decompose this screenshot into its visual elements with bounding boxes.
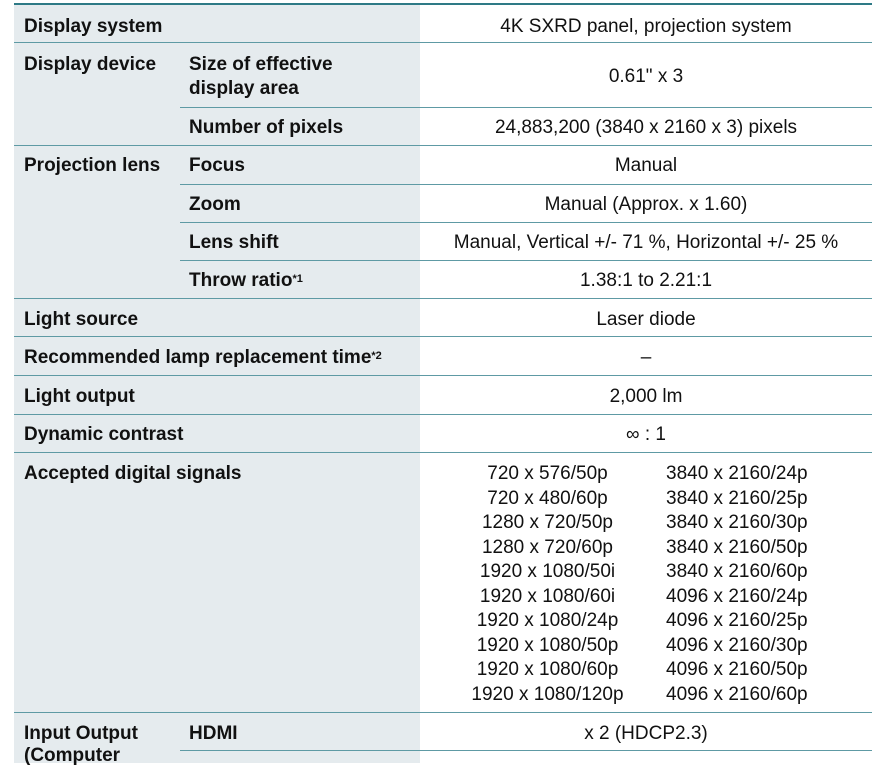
- hdmi-value: x 2 (HDCP2.3): [584, 723, 708, 744]
- signal-format-item: 4096 x 2160/24p: [666, 585, 808, 607]
- light-output-label: Light output: [24, 386, 135, 407]
- input-output-label-line2: (Computer: [24, 745, 121, 766]
- signals-left-column: [460, 462, 635, 707]
- row-divider: [14, 452, 872, 453]
- signal-format-item: 1280 x 720/50p: [481, 512, 613, 533]
- signal-format-item: 1280 x 720/60p: [481, 536, 613, 558]
- signal-format-item: 3840 x 2160/60p: [666, 561, 808, 582]
- row-divider: [14, 298, 872, 299]
- signal-format-item: 1920 x 1080/60p: [476, 659, 619, 680]
- signal-format-item: 3840 x 2160/50p: [666, 536, 808, 558]
- hdmi-label: HDMI: [189, 723, 238, 744]
- pixels-label: Number of pixels: [189, 117, 344, 138]
- sub-row-divider: [180, 184, 872, 185]
- row-divider: [14, 336, 872, 337]
- digital-signals-label: Accepted digital signals: [24, 463, 242, 484]
- light-source-value: Laser diode: [596, 309, 696, 330]
- signal-format-item: 1920 x 1080/50p: [476, 634, 619, 656]
- signal-format-item: 3840 x 2160/25p: [666, 487, 808, 509]
- sub-row-divider: [180, 222, 872, 223]
- throw-ratio-value: 1.38:1 to 2.21:1: [579, 270, 713, 291]
- sub-row-divider: [180, 260, 872, 261]
- sub-row-divider: [180, 107, 872, 108]
- signal-format-item: 3840 x 2160/30p: [666, 512, 808, 533]
- dynamic-contrast-label: Dynamic contrast: [24, 424, 184, 445]
- effective-area-label-line1: Size of effective: [189, 54, 333, 75]
- light-source-label: Light source: [24, 309, 139, 330]
- display-device-label: Display device: [24, 54, 157, 75]
- signal-format-item: 4096 x 2160/50p: [666, 659, 808, 680]
- digital-signals-list: [420, 462, 872, 712]
- row-divider: [14, 375, 872, 376]
- lamp-replacement-footnote: *2: [371, 350, 382, 362]
- throw-ratio-label: [189, 269, 303, 293]
- label-bg-digital-signals: [14, 453, 420, 712]
- display-system-label: Display system: [24, 16, 163, 37]
- signal-format-item: 1920 x 1080/120p: [471, 683, 624, 705]
- light-output-value: 2,000 lm: [609, 386, 683, 407]
- signal-format-item: 4096 x 2160/30p: [666, 634, 808, 656]
- sub-row-divider: [180, 750, 872, 751]
- zoom-label: Zoom: [189, 194, 241, 215]
- throw-ratio-footnote: *1: [292, 273, 303, 285]
- display-system-value: 4K SXRD panel, projection system: [500, 16, 792, 37]
- throw-ratio-text: Throw ratio: [189, 270, 293, 291]
- effective-area-value: 0.61" x 3: [608, 66, 684, 87]
- row-divider: [14, 414, 872, 415]
- effective-area-label-line2: display area: [189, 78, 299, 99]
- lamp-replacement-label: [24, 346, 382, 370]
- lens-shift-label: Lens shift: [189, 232, 279, 253]
- signal-format-item: 720 x 576/50p: [487, 463, 608, 484]
- signal-format-item: 1920 x 1080/50i: [479, 561, 616, 582]
- focus-label: Focus: [189, 155, 245, 176]
- row-divider: [14, 42, 872, 43]
- pixels-value: 24,883,200 (3840 x 2160 x 3) pixels: [494, 117, 798, 138]
- table-top-rule: [14, 3, 872, 5]
- signal-format-item: 3840 x 2160/24p: [666, 463, 808, 484]
- dynamic-contrast-value: ∞ : 1: [626, 424, 666, 445]
- signal-format-item: 4096 x 2160/60p: [666, 683, 808, 705]
- zoom-value: Manual (Approx. x 1.60): [544, 194, 748, 215]
- lens-shift-value: Manual, Vertical +/- 71 %, Horizontal +/- 25 %: [453, 232, 839, 253]
- signals-right-column: [666, 462, 808, 707]
- signal-format-item: 720 x 480/60p: [487, 487, 608, 509]
- signal-format-item: 4096 x 2160/25p: [666, 610, 808, 631]
- row-divider: [14, 145, 872, 146]
- signal-format-item: 1920 x 1080/60i: [479, 585, 616, 607]
- projection-lens-label: Projection lens: [24, 155, 161, 176]
- lamp-replacement-value: –: [640, 347, 652, 368]
- input-output-label-line1: Input Output: [24, 723, 138, 744]
- signal-format-item: 1920 x 1080/24p: [476, 610, 619, 631]
- lamp-replacement-text: Recommended lamp replacement time: [24, 347, 372, 368]
- row-divider: [14, 712, 872, 713]
- focus-value: Manual: [614, 155, 678, 176]
